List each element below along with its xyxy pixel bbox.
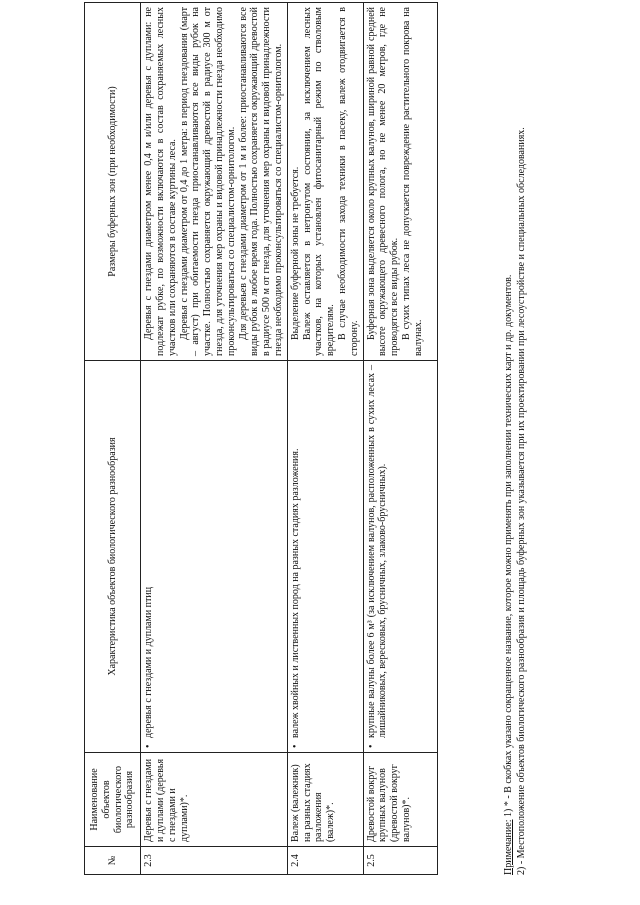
header-buffer-sizes: Размеры буферных зон (при необходимости) [85, 3, 141, 361]
row-name: Древостой вокруг крупных валунов (древостой вокруг валунов)*. [363, 753, 437, 847]
buffer-paragraph: В сухих типах леса не допускается повреждение растительного покрова на валунах. [400, 7, 424, 356]
row-number: 2.3 [141, 847, 288, 875]
buffer-paragraph: В случае необходимости захода техники в пасеку, валеж отодвигается в сторону. [336, 7, 360, 356]
row-name: Деревья с гнездами и дуплами (деревья с гнездами и дуплами)*. [141, 753, 288, 847]
buffer-paragraph: Выделение буферной зоны не требуется. [289, 166, 301, 340]
header-name: Наименование объектов биологического разнообразия [85, 753, 141, 847]
row-number: 2.4 [287, 847, 363, 875]
note-line-1 [503, 3, 516, 875]
header-characteristic: Характеристика объектов биологического разнообразия [85, 361, 141, 753]
row-characteristic [287, 361, 363, 753]
note-1-text: 1) * - В скобках указано сокращенное название, которое можно применять при заполнении технических карт и др. документов. [503, 274, 514, 820]
buffer-paragraph: Валеж оставляется в нетронутом состоянии, за исключением лесных участков, на которых установлен фитосанитарный режим по стволовым вредителям. [301, 7, 337, 356]
table-row [363, 3, 437, 875]
row-characteristic [141, 361, 288, 753]
buffer-paragraph: Деревья с гнездами диаметром от 0,4 до 1 метра: в период гнездования (март – август) при обитаемости гнезда приостанавливаются все виды рубок на участке. Полностью сохраняется окружающий древостой в радиусе 300 м от гнезда, для уточнения мер охраны и видовой принадлежности гнезда необходимо проконсультироваться со специалистом-орнитологом. [178, 7, 237, 356]
row-name: Валеж (валежник) на разных стадиях разложения (валеж)*. [287, 753, 363, 847]
note-line-2: 2) - Местоположение объектов биологического разнообразия и площадь буферных зон указывается при их проектировании при лесоустройстве и специальных обследованиях. [515, 127, 527, 875]
table-header-row [85, 3, 141, 875]
buffer-paragraph: Для деревьев с гнездами диаметром от 1 м и более: приостанавливаются все виды рубок в любое время года. Полностью сохраняется окружающий древостой в радиусе 500 м от гнезда, для уточнения мер охраны и видовой принадлежности гнезда необходимо проконсультироваться со специалистом-орнитологом. [237, 7, 284, 356]
characteristic-item: • деревья с гнездами и дуплами птиц [143, 365, 155, 748]
row-number: 2.5 [363, 847, 437, 875]
row-characteristic [363, 361, 437, 753]
table-row [141, 3, 288, 875]
characteristic-item: • валеж хвойных и лиственных пород на разных стадиях разложения. [290, 365, 302, 748]
table-row [287, 3, 363, 875]
row-buffer-sizes [287, 3, 363, 361]
row-buffer-sizes [363, 3, 437, 361]
notes-block [503, 3, 528, 875]
buffer-paragraph: Деревья с гнездами диаметром менее 0,4 м и/или деревья с дуплами: не подлежат рубке, по возможности включаются в состав сохраняемых лесных участков или сохраняются в составе куртины леса. [143, 7, 178, 356]
biodiversity-table [84, 2, 438, 875]
row-buffer-sizes [141, 3, 288, 361]
header-num: № [85, 847, 141, 875]
characteristic-item: • крупные валуны более 6 м³ (за исключением валунов, расположенных в сухих лесах – лишайниковых, вересковых, брусничных, злаково-брусничных). [366, 365, 390, 748]
buffer-paragraph: Буферная зона выделяется около крупных валунов, шириной равной средней высоте окружающего древесного полога, но не менее 20 метров, где не проводятся все виды рубок. [365, 7, 401, 356]
notes-title: Примечание: [503, 819, 514, 875]
